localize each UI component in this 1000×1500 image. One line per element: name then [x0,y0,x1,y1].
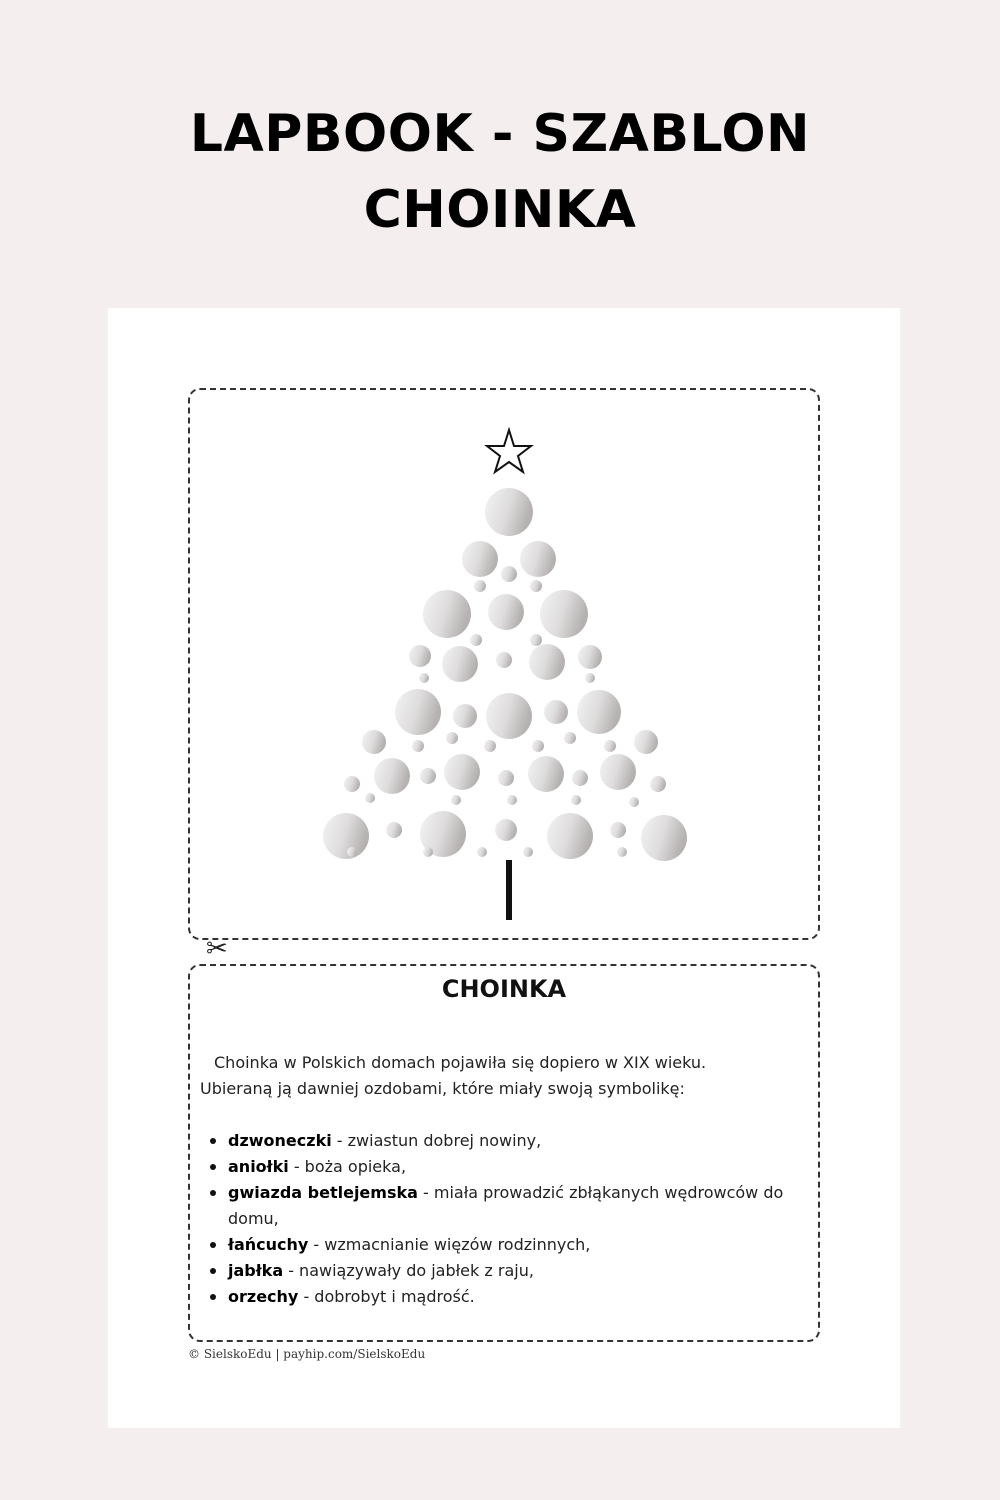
list-item [200,1284,800,1310]
tree-card [188,388,820,940]
ornament-ball [650,776,666,792]
ornament-ball [344,776,360,792]
ornament-ball [374,758,410,794]
ornament-ball [412,740,424,752]
ornament-ball [498,770,514,786]
ornament-group [323,488,687,861]
symbol-term: dzwoneczki [228,1131,332,1150]
ornament-ball [528,756,564,792]
ornament-ball [523,847,533,857]
headline-line-2: CHOINKA [363,180,637,240]
copyright-footer: © SielskoEdu | payhip.com/SielskoEdu [188,1347,426,1361]
ornament-ball [530,634,542,646]
symbol-desc: - wzmacnianie więzów rodzinnych, [308,1235,591,1254]
ornament-ball [520,541,556,577]
symbol-term: łańcuchy [228,1235,309,1254]
ornament-ball [544,700,568,724]
scissors-icon: ✂ [206,934,228,964]
ornament-ball [496,652,512,668]
symbol-desc: - zwiastun dobrej nowiny, [331,1131,542,1150]
ornament-ball [641,815,687,861]
star-icon [487,430,531,472]
ornament-ball [529,644,565,680]
ornament-ball [501,566,517,582]
ornament-ball [474,580,486,592]
ornament-ball [578,645,602,669]
ornament-ball [470,634,482,646]
ornament-ball [629,797,639,807]
symbol-list [200,1128,800,1310]
intro-text [200,1050,800,1102]
symbol-desc: - boża opieka, [288,1157,407,1176]
info-card [188,964,820,1342]
page-headline [0,96,1000,248]
ornament-ball [547,813,593,859]
ornament-ball [634,730,658,754]
ornament-ball [451,795,461,805]
ornament-ball [423,590,471,638]
card-title: CHOINKA [441,975,567,1003]
ornament-ball [462,541,498,577]
ornament-ball [617,847,627,857]
ornament-ball [395,689,441,735]
ornament-ball [571,795,581,805]
ornament-ball [323,813,369,859]
ornament-ball [610,822,626,838]
ornament-ball [477,847,487,857]
ornament-ball [485,488,533,536]
ornament-ball [604,740,616,752]
list-item [200,1232,800,1258]
ornament-ball [409,645,431,667]
symbol-term: jabłka [228,1261,284,1280]
symbol-desc: - nawiązywały do jabłek z raju, [283,1261,534,1280]
ornament-ball [564,732,576,744]
symbol-term: aniołki [228,1157,289,1176]
ornament-ball [442,646,478,682]
ornament-ball [423,847,433,857]
symbol-term: gwiazda betlejemska [228,1183,418,1202]
intro-line-1: Choinka w Polskich domach pojawiła się dopiero w XIX wieku. [214,1053,707,1072]
ornament-ball [444,754,480,790]
ornament-ball [577,690,621,734]
list-item [200,1258,800,1284]
ornament-ball [386,822,402,838]
tree-trunk [506,860,512,920]
ornament-ball [530,580,542,592]
ornament-ball [453,704,477,728]
ornament-ball [484,740,496,752]
ornament-ball [446,732,458,744]
ornament-ball [600,754,636,790]
symbol-desc: - miała prowadzić zbłąkanych wędrowców do domu, [228,1183,784,1228]
ornament-ball [420,768,436,784]
ornament-ball [540,590,588,638]
ornament-ball [486,693,532,739]
list-item [200,1128,800,1154]
ornament-ball [585,673,595,683]
ornament-ball [365,793,375,803]
ornament-ball [532,740,544,752]
headline-line-1: LAPBOOK - SZABLON [189,104,811,164]
list-item [200,1180,800,1232]
ornament-ball [419,673,429,683]
ornament-ball [362,730,386,754]
intro-line-2: Ubieraną ją dawniej ozdobami, które miały swoją symbolikę: [200,1079,685,1098]
ornament-ball [488,594,524,630]
symbol-term: orzechy [228,1287,299,1306]
ornament-ball [507,795,517,805]
symbol-desc: - dobrobyt i mądrość. [298,1287,475,1306]
worksheet [108,308,900,1428]
christmas-tree-illustration [190,390,818,938]
ornament-ball [347,847,357,857]
ornament-ball [495,819,517,841]
ornament-ball [572,770,588,786]
list-item [200,1154,800,1180]
